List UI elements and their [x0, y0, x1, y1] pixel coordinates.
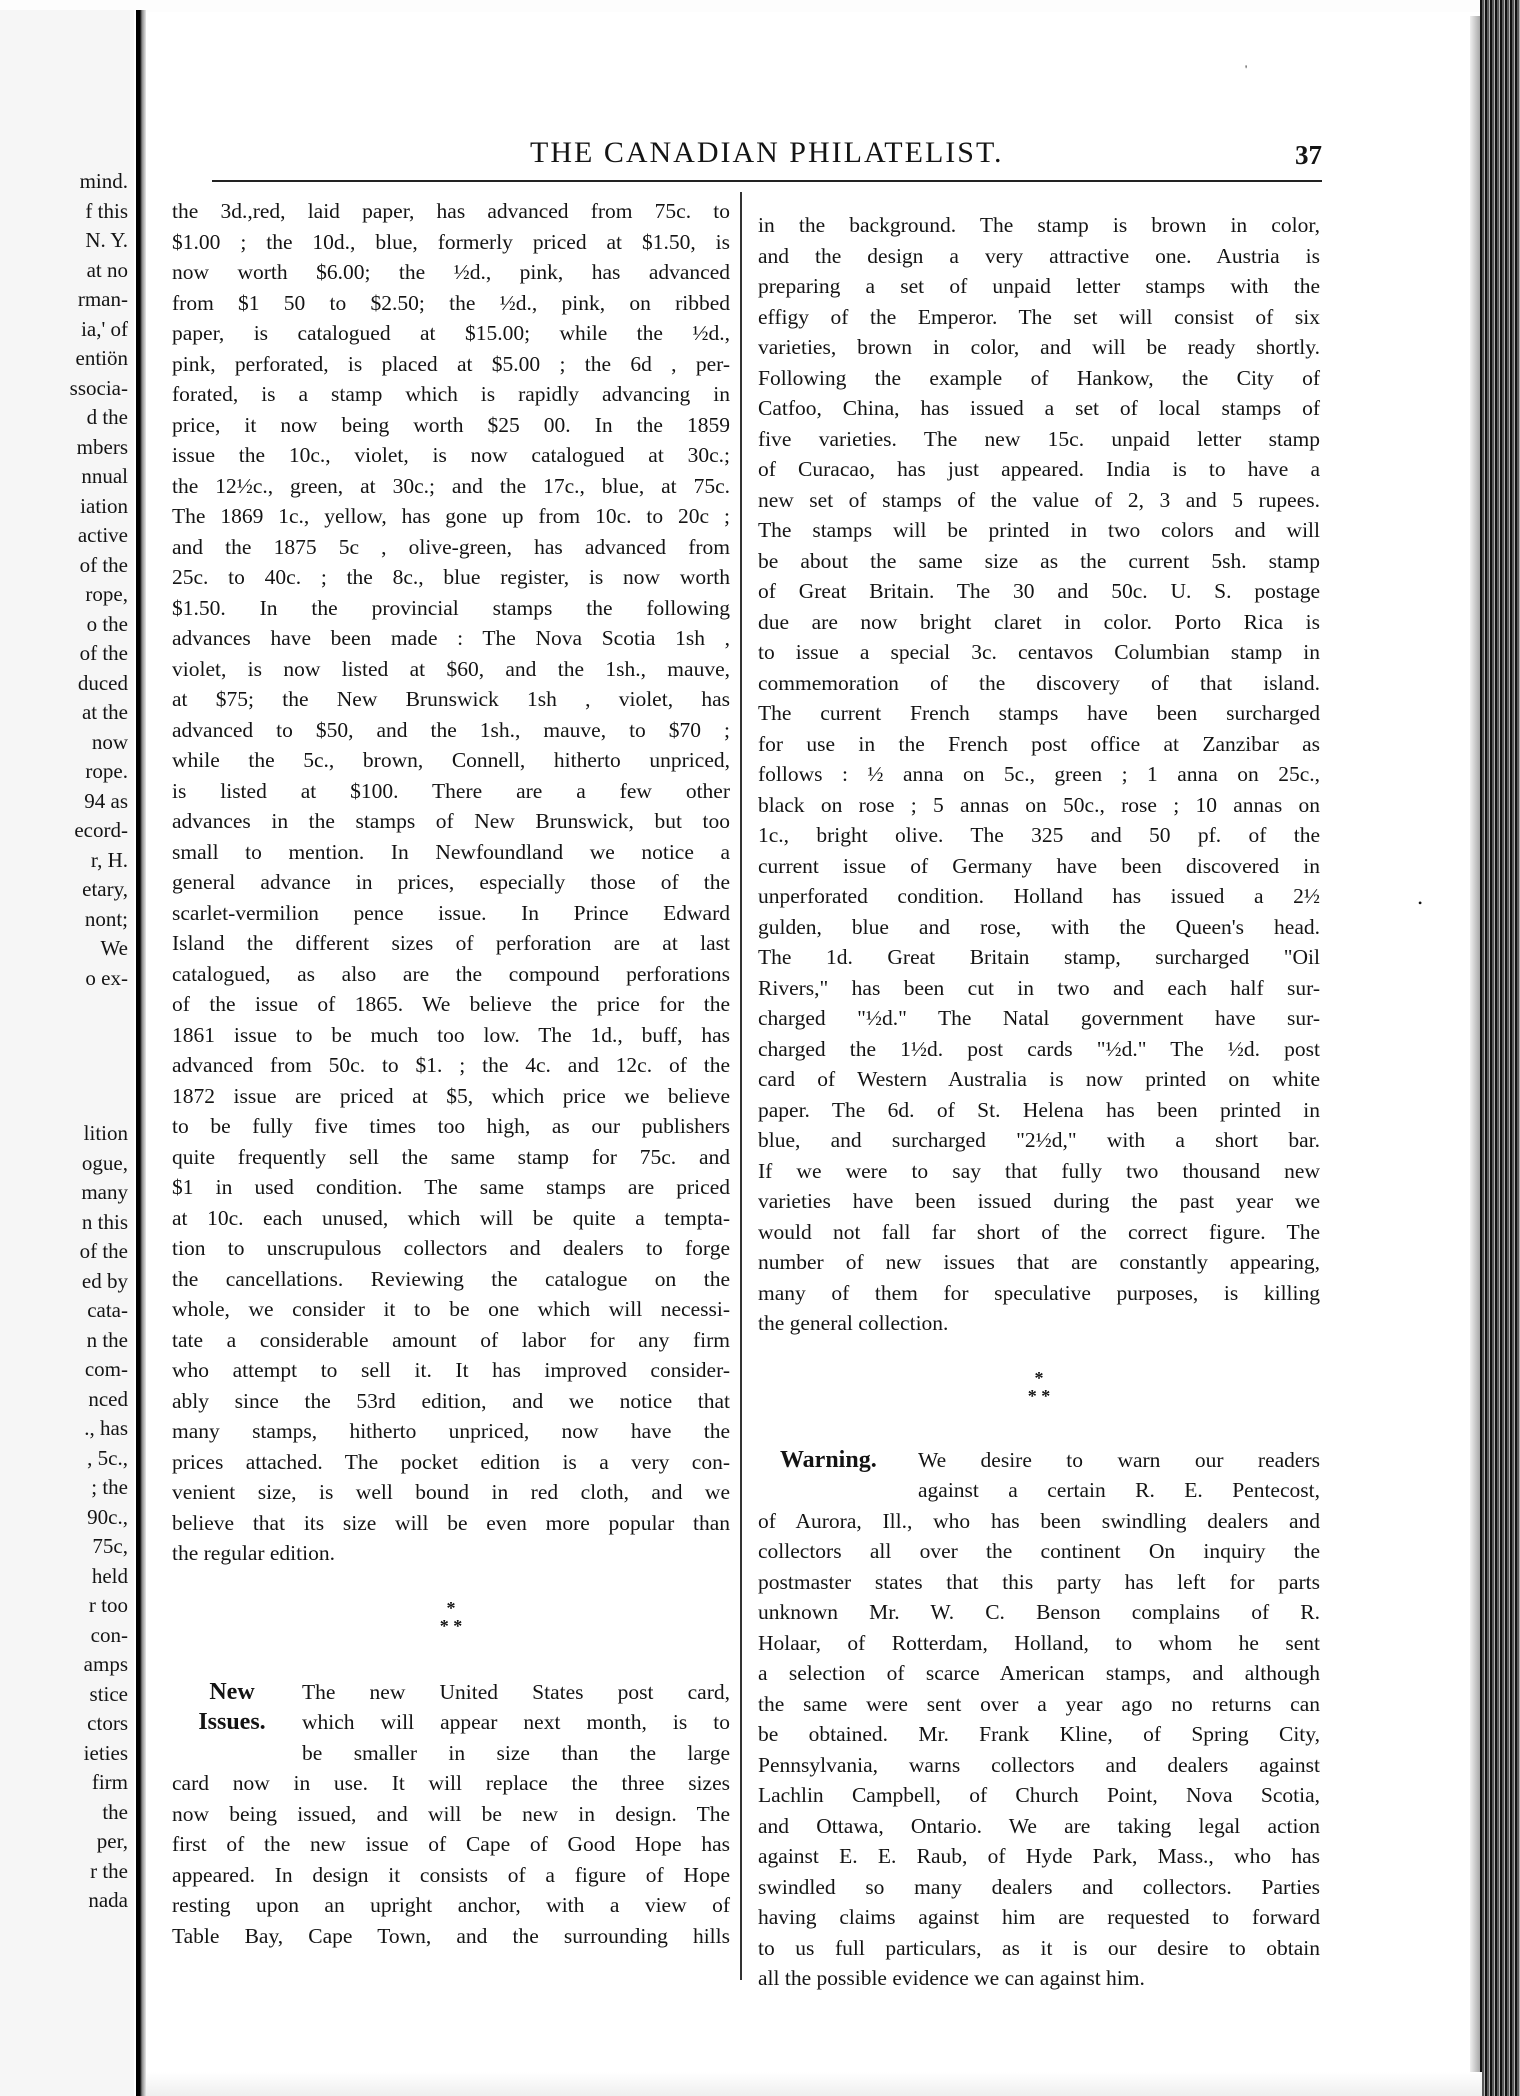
text-line: and the 1875 5c , olive-green, has advanced from	[172, 534, 730, 559]
facing-page-line: the	[102, 1799, 128, 1824]
text-line: all the possible evidence we can against him.	[758, 1966, 1145, 1990]
text-line: collectors all over the continent On inquiry the	[758, 1539, 1320, 1563]
catalogue-review-text	[172, 196, 730, 1569]
text-line: unknown Mr. W. C. Benson complains of R.	[758, 1600, 1320, 1624]
text-line: paper. The 6d. of St. Helena has been printed in	[758, 1097, 1320, 1122]
text-line: card now in use. It will replace the three sizes	[172, 1771, 730, 1795]
text-line: quite frequently sell the same stamp for 75c. and	[172, 1144, 730, 1169]
text-line: of Aurora, Ill., who has been swindling dealers and	[758, 1508, 1320, 1533]
facing-page-line: per,	[96, 1829, 128, 1853]
text-line: resting upon an upright anchor, with a view of	[172, 1893, 730, 1917]
text-line: preparing a set of unpaid letter stamps with the	[758, 274, 1320, 298]
facing-page-line: ssocia-	[69, 375, 128, 400]
text-line: Catfoo, China, has issued a set of local stamps of	[758, 396, 1320, 420]
text-line: blue, and surcharged "2½d," with a short bar.	[758, 1128, 1320, 1152]
facing-page-line: ctors	[87, 1711, 128, 1735]
text-line: varieties have been issued during the past year we	[758, 1189, 1320, 1213]
text-line: $1.00 ; the 10d., blue, formerly priced at $1.50, is	[172, 229, 730, 254]
facing-page-line: f this	[85, 198, 128, 223]
text-line: of Great Britain. The 30 and 50c. U. S. postage	[758, 579, 1320, 603]
text-line: at 10c. each unused, which will be quite a tempta-	[172, 1205, 730, 1230]
text-line: while the 5c., brown, Connell, hitherto unpriced,	[172, 748, 730, 772]
heading-line-issues: Issues.	[198, 1709, 266, 1735]
facing-page-line: of the	[79, 641, 128, 665]
facing-page-line: mind.	[79, 169, 128, 193]
text-line: be obtained. Mr. Frank Kline, of Spring City,	[758, 1722, 1320, 1746]
text-line: prices attached. The pocket edition is a very con-	[172, 1449, 730, 1474]
text-line: effigy of the Emperor. The set will consist of six	[758, 304, 1320, 329]
facing-page-line: now	[91, 729, 128, 754]
warning-hanging-lines	[918, 1445, 1320, 1506]
text-line: the same were sent over a year ago no returns can	[758, 1691, 1320, 1716]
text-line: We desire to warn our readers	[918, 1447, 1320, 1472]
facing-page-line: rope,	[85, 582, 128, 606]
facing-page-line: etary,	[82, 877, 128, 901]
text-line: 1c., bright olive. The 325 and 50 pf. of the	[758, 823, 1320, 847]
facing-page-line: nont;	[84, 906, 128, 931]
running-header	[212, 136, 1322, 186]
text-line: number of new issues that are constantly appearing,	[758, 1250, 1320, 1274]
text-line: catalogued, as also are the compound perforations	[172, 961, 730, 986]
facing-page-fragment	[0, 10, 134, 2096]
facing-page-line: entiön	[75, 346, 128, 370]
text-line: varieties, brown in color, and will be ready shortly.	[758, 335, 1320, 359]
text-line: is listed at $100. There are a few other	[172, 778, 730, 803]
text-line: the 3d.,red, laid paper, has advanced from 75c. to	[172, 199, 730, 223]
warning-heading: Warning.	[780, 1446, 877, 1473]
text-line: 25c. to 40c. ; the 8c., blue register, is now worth	[172, 565, 730, 589]
text-line: $1.50. In the provincial stamps the following	[172, 595, 730, 620]
scan-speck: '	[1245, 62, 1248, 76]
section-separator: * * *	[1027, 1367, 1051, 1406]
section-separator: * * *	[439, 1597, 463, 1636]
text-line: against E. E. Raub, of Hyde Park, Mass., who has	[758, 1844, 1320, 1868]
text-line: of Curacao, has just appeared. India is to have a	[758, 457, 1320, 481]
scan-speck: •	[1418, 896, 1423, 910]
text-line: tion to unscrupulous collectors and dealers to forge	[172, 1236, 730, 1260]
text-line: follows : ½ anna on 5c., green ; 1 anna on 25c.,	[758, 762, 1320, 786]
text-line: the regular edition.	[172, 1541, 335, 1565]
facing-page-line: con-	[90, 1622, 128, 1647]
text-line: current issue of Germany have been discovered in	[758, 853, 1320, 878]
facing-page-line: 90c.,	[87, 1504, 128, 1529]
text-line: swindled so many dealers and collectors. Parties	[758, 1874, 1320, 1899]
text-line: advanced to $50, and the 1sh., mauve, to $70 ;	[172, 717, 730, 742]
facing-page-line: cata-	[87, 1298, 128, 1322]
page-bottom-shade	[146, 2072, 1482, 2096]
new-issues-text	[172, 1768, 730, 1951]
facing-page-line: ogue,	[81, 1150, 128, 1175]
text-line: at $75; the New Brunswick 1sh , violet, has	[172, 687, 730, 711]
text-line: Pennsylvania, warns collectors and dealers against	[758, 1752, 1320, 1777]
facing-page-line: stice	[89, 1681, 128, 1706]
stacked-page-edges	[1480, 0, 1520, 2096]
facing-page-line: n this	[81, 1209, 128, 1234]
text-line: first of the new issue of Cape of Good Hope has	[172, 1832, 730, 1856]
text-line: forated, is a stamp which is rapidly advancing in	[172, 382, 730, 406]
text-line: now being issued, and will be new in design. The	[172, 1801, 730, 1826]
facing-page-line: com-	[84, 1357, 128, 1381]
text-line: in the background. The stamp is brown in color,	[758, 213, 1320, 237]
text-line: commemoration of the discovery of that island.	[758, 670, 1320, 695]
text-line: The new United States post card,	[302, 1679, 730, 1704]
facing-page-line: duced	[77, 670, 128, 695]
text-line: and Ottawa, Ontario. We are taking legal action	[758, 1813, 1320, 1838]
text-line: whole, we consider it to be one which will necessi-	[172, 1297, 730, 1321]
warning-text	[758, 1506, 1320, 1994]
text-line: for use in the French post office at Zanzibar as	[758, 731, 1320, 756]
text-line: The stamps will be printed in two colors and will	[758, 518, 1320, 542]
text-line: paper, is catalogued at $15.00; while the ½d.,	[172, 321, 730, 345]
facing-page-line: ed by	[81, 1268, 128, 1293]
header-rule	[212, 180, 1322, 182]
text-line: be smaller in size than the large	[302, 1740, 730, 1765]
text-line: advances in the stamps of New Brunswick, but too	[172, 809, 730, 833]
facing-page-line: N. Y.	[85, 228, 128, 252]
text-line: Holaar, of Rotterdam, Holland, to whom he sent	[758, 1630, 1320, 1655]
text-line: small to mention. In Newfoundland we notice a	[172, 839, 730, 864]
text-line: believe that its size will be even more popular than	[172, 1510, 730, 1535]
text-line: of the issue of 1865. We believe the price for the	[172, 992, 730, 1016]
facing-page-line: ; the	[91, 1475, 128, 1499]
text-line: The 1869 1c., yellow, has gone up from 10c. to 20c ;	[172, 504, 730, 528]
text-line: who attempt to sell it. It has improved consider-	[172, 1358, 730, 1382]
text-line: postmaster states that this party has left for parts	[758, 1569, 1320, 1594]
facing-page-line: rman-	[77, 287, 128, 311]
text-line: ably since the 53rd edition, and we notice that	[172, 1388, 730, 1413]
facing-page-line: ., has	[84, 1416, 128, 1440]
text-line: Rivers," has been cut in two and each half sur-	[758, 975, 1320, 1000]
new-issues-continued-text	[758, 210, 1320, 1339]
facing-page-line: r, H.	[90, 847, 128, 872]
text-line: to issue a special 3c. centavos Columbian stamp in	[758, 640, 1320, 664]
text-line: unperforated condition. Holland has issued a 2½	[758, 884, 1320, 908]
text-line: the 12½c., green, at 30c.; and the 17c., blue, at 75c.	[172, 473, 730, 498]
warning-section	[758, 1445, 1320, 1994]
new-issues-section	[172, 1677, 730, 1952]
text-line: violet, is now listed at $60, and the 1sh., mauve,	[172, 656, 730, 681]
text-line: new set of stamps of the value of 2, 3 and 5 rupees.	[758, 487, 1320, 512]
new-issues-hanging-lines	[302, 1677, 730, 1769]
text-line: Table Bay, Cape Town, and the surrounding hills	[172, 1923, 730, 1948]
facing-page-line: o ex-	[85, 965, 128, 990]
text-line: five varieties. The new 15c. unpaid letter stamp	[758, 426, 1320, 451]
text-line: $1 in used condition. The same stamps are priced	[172, 1175, 730, 1199]
text-line: price, it now being worth $25 00. In the 1859	[172, 412, 730, 437]
text-line: and the design a very attractive one. Austria is	[758, 243, 1320, 268]
facing-page-line: ieties	[83, 1740, 128, 1765]
facing-page-line: active	[77, 523, 128, 547]
facing-page-line: d the	[86, 405, 128, 429]
text-line: issue the 10c., violet, is now catalogued at 30c.;	[172, 443, 730, 467]
text-line: Following the example of Hankow, the City of	[758, 365, 1320, 390]
text-line: which will appear next month, is to	[302, 1710, 730, 1734]
text-line: The current French stamps have been surcharged	[758, 701, 1320, 725]
text-line: charged "½d." The Natal government have sur-	[758, 1006, 1320, 1030]
text-line: appeared. In design it consists of a figure of Hope	[172, 1862, 730, 1887]
facing-page-line: lition	[83, 1121, 128, 1145]
text-line: Island the different sizes of perforation are at last	[172, 931, 730, 955]
facing-page-line: , 5c.,	[87, 1445, 128, 1470]
heading-line-new: New	[209, 1678, 255, 1705]
text-line: 1872 issue are priced at $5, which price we believe	[172, 1083, 730, 1108]
facing-page-line: mbers	[76, 434, 128, 459]
text-line: pink, perforated, is placed at $5.00 ; the 6d , per-	[172, 351, 730, 376]
scan-top-edge	[0, 0, 1520, 12]
text-line: The 1d. Great Britain stamp, surcharged "Oil	[758, 945, 1320, 969]
text-line: the cancellations. Reviewing the catalogue on the	[172, 1266, 730, 1291]
left-column	[172, 196, 730, 1951]
text-line: advances have been made : The Nova Scotia 1sh ,	[172, 626, 730, 650]
facing-page-line: at no	[86, 257, 128, 282]
text-line: card of Western Australia is now printed on white	[758, 1067, 1320, 1091]
facing-page-line: many	[81, 1180, 128, 1204]
text-line: 1861 issue to be much too low. The 1d., buff, has	[172, 1022, 730, 1047]
page-number: 37	[1295, 140, 1322, 170]
facing-page-line: of the	[79, 1239, 128, 1263]
facing-page-line: 75c,	[92, 1534, 128, 1558]
text-line: due are now bright claret in color. Porto Rica is	[758, 609, 1320, 634]
text-line: a selection of scarce American stamps, and although	[758, 1661, 1320, 1685]
facing-page-line: o the	[86, 611, 128, 636]
right-column	[758, 210, 1320, 1994]
facing-page-line: rope.	[85, 759, 128, 783]
text-line: be about the same size as the current 5sh. stamp	[758, 548, 1320, 573]
text-line: having claims against him are requested to forward	[758, 1905, 1320, 1929]
text-line: many stamps, hitherto unpriced, now have the	[172, 1419, 730, 1443]
column-divider	[740, 192, 742, 1980]
text-line: to be fully five times too high, as our publishers	[172, 1114, 730, 1138]
text-line: the general collection.	[758, 1311, 949, 1335]
facing-page-line: r the	[90, 1858, 128, 1883]
text-line: scarlet-vermilion pence issue. In Prince Edward	[172, 900, 730, 925]
facing-page-line: at the	[81, 700, 128, 724]
text-line: against a certain R. E. Pentecost,	[918, 1478, 1320, 1502]
book-gutter	[136, 10, 146, 2096]
facing-page-line: n the	[86, 1327, 128, 1352]
text-line: charged the 1½d. post cards "½d." The ½d. post	[758, 1036, 1320, 1061]
facing-page-line: We	[100, 936, 128, 960]
text-line: If we were to say that fully two thousand new	[758, 1158, 1320, 1183]
text-line: venient size, is well bound in red cloth, and we	[172, 1480, 730, 1504]
facing-page-line: firm	[91, 1770, 128, 1794]
facing-page-line: nced	[88, 1386, 128, 1411]
text-line: general advance in prices, especially those of the	[172, 870, 730, 894]
facing-page-line: ia,' of	[81, 316, 128, 341]
facing-page-line: r too	[88, 1593, 128, 1617]
text-line: now worth $6.00; the ½d., pink, has advanced	[172, 260, 730, 284]
text-line: would not fall far short of the correct figure. The	[758, 1219, 1320, 1244]
journal-title: THE CANADIAN PHILATELIST.	[530, 136, 1004, 169]
facing-page-line: nnual	[81, 464, 128, 488]
facing-page-line: of the	[79, 552, 128, 577]
new-issues-heading	[172, 1677, 292, 1738]
text-line: Lachlin Campbell, of Church Point, Nova Scotia,	[758, 1783, 1320, 1807]
facing-page-line: 94 as	[84, 788, 128, 813]
text-line: tate a considerable amount of labor for any firm	[172, 1327, 730, 1352]
facing-page-line: nada	[88, 1888, 128, 1912]
text-line: many of them for speculative purposes, is killing	[758, 1280, 1320, 1305]
text-line: black on rose ; 5 annas on 50c., rose ; 10 annas on	[758, 792, 1320, 817]
facing-page-line: amps	[83, 1652, 128, 1676]
facing-page-line: ecord-	[74, 818, 128, 842]
facing-page-line: iation	[80, 493, 128, 518]
text-line: advanced from 50c. to $1. ; the 4c. and 12c. of the	[172, 1053, 730, 1077]
text-line: to us full particulars, as it is our desire to obtain	[758, 1935, 1320, 1960]
text-line: gulden, blue and rose, with the Queen's head.	[758, 914, 1320, 939]
facing-page-line: held	[91, 1563, 128, 1588]
text-line: from $1 50 to $2.50; the ½d., pink, on ribbed	[172, 290, 730, 315]
